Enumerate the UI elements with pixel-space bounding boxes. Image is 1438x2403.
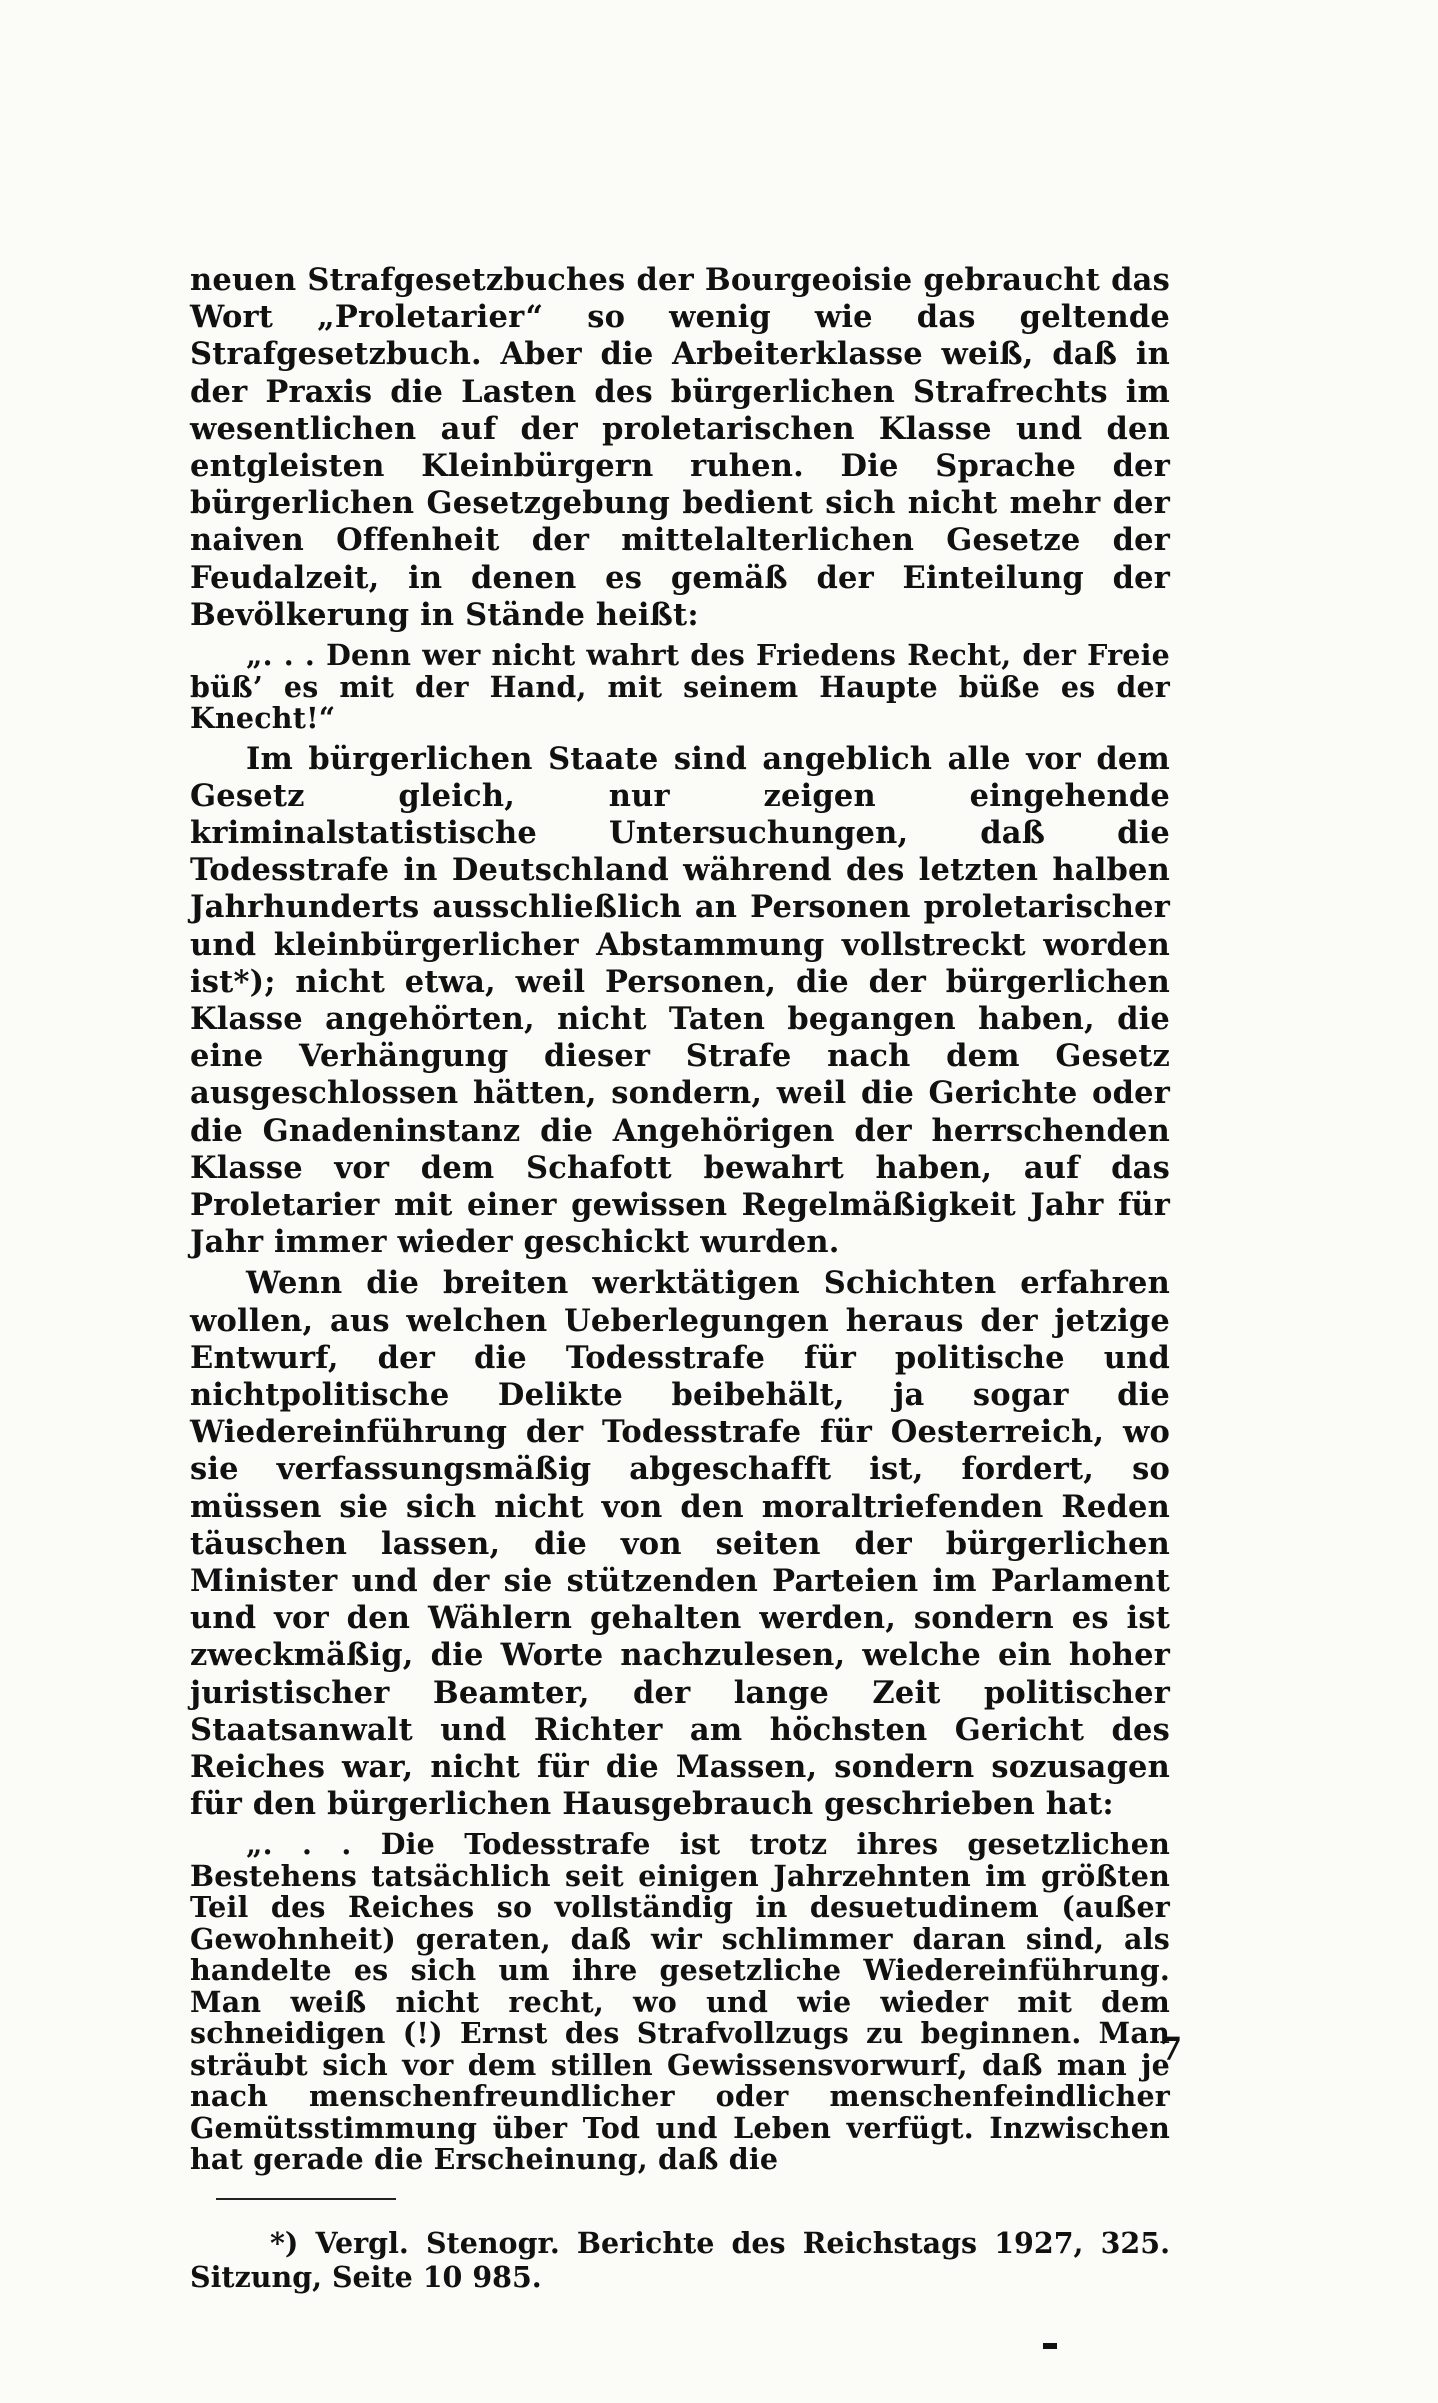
footnote-divider bbox=[216, 2198, 396, 2200]
page-body bbox=[190, 262, 1170, 2294]
paragraph-2: Im bürgerlichen Staate sind angeblich alle vor dem Gesetz gleich, nur zeigen eingehende kriminalstatistische Untersuchungen, daß die Todesstrafe in Deutschland während des letzten halben Jahrhunderts ausschließlich an Personen proletarischer und kleinbürgerlicher Abstammung vollstreckt worden ist*); nicht etwa, weil Personen, die der bürgerlichen Klasse angehörten, nicht Taten begangen haben, die eine Verhängung dieser Strafe nach dem Gesetz ausgeschlossen hätten, sondern, weil die Gerichte oder die Gnadeninstanz die Angehörigen der herrschenden Klasse vor dem Schafott bewahrt haben, auf das Proletarier mit einer gewissen Regelmäßigkeit Jahr für Jahr immer wieder geschickt wurden. bbox=[190, 740, 1170, 1261]
paragraph-1: neuen Strafgesetzbuches der Bourgeoisie gebraucht das Wort „Proletarier“ so wenig wie das geltende Strafgesetzbuch. Aber die Arbeiterklasse weiß, daß in der Praxis die Lasten des bürgerlichen Strafrechts im wesentlichen auf der proletarischen Klasse und den entgleisten Kleinbürgern ruhen. Die Sprache der bürgerlichen Gesetzgebung bedient sich nicht mehr der naiven Offenheit der mittelalterlichen Gesetze der Feudalzeit, in denen es gemäß der Einteilung der Bevölkerung in Stände heißt: bbox=[190, 262, 1170, 633]
quote-block: „. . . Die Todesstrafe ist trotz ihres gesetzlichen Bestehens tatsächlich seit einigen Jahrzehnten im größten Teil des Reiches so vollständig in desuetudinem (außer Gewohnheit) geraten, daß wir schlimmer daran sind, als handelte es sich um ihre gesetzliche Wiedereinführung. Man weiß nicht recht, wo und wie wieder mit dem schneidigen (!) Ernst des Strafvollzugs zu beginnen. Man sträubt sich vor dem stillen Gewissensvorwurf, daß man je nach menschenfreundlicher oder menschenfeindlicher Gemütsstimmung über Tod und Leben verfügt. Inzwischen hat gerade die Erscheinung, daß die bbox=[190, 1827, 1170, 2177]
page-number: 7 bbox=[1160, 2030, 1183, 2068]
footnote: *) Vergl. Stenogr. Berichte des Reichstags 1927, 325. Sitzung, Seite 10 985. bbox=[190, 2225, 1170, 2294]
ink-mark bbox=[1043, 2343, 1057, 2349]
paragraph-3: Wenn die breiten werktätigen Schichten erfahren wollen, aus welchen Ueberlegungen heraus der jetzige Entwurf, der die Todesstrafe für politische und nichtpolitische Delikte beibehält, ja sogar die Wiedereinführung der Todesstrafe für Oesterreich, wo sie verfassungsmäßig abgeschafft ist, fordert, so müssen sie sich nicht von den moraltriefenden Reden täuschen lassen, die von seiten der bürgerlichen Minister und der sie stützenden Parteien im Parlament und vor den Wählern gehalten werden, sondern es ist zweckmäßig, die Worte nachzulesen, welche ein hoher juristischer Beamter, der lange Zeit politischer Staatsanwalt und Richter am höchsten Gericht des Reiches war, nicht für die Massen, sondern sozusagen für den bürgerlichen Hausgebrauch geschrieben hat: bbox=[190, 1265, 1170, 1823]
quote-verse: „. . . Denn wer nicht wahrt des Friedens Recht, der Freie büß’ es mit der Hand, mit seinem Haupte büße es der Knecht!“ bbox=[190, 638, 1170, 736]
